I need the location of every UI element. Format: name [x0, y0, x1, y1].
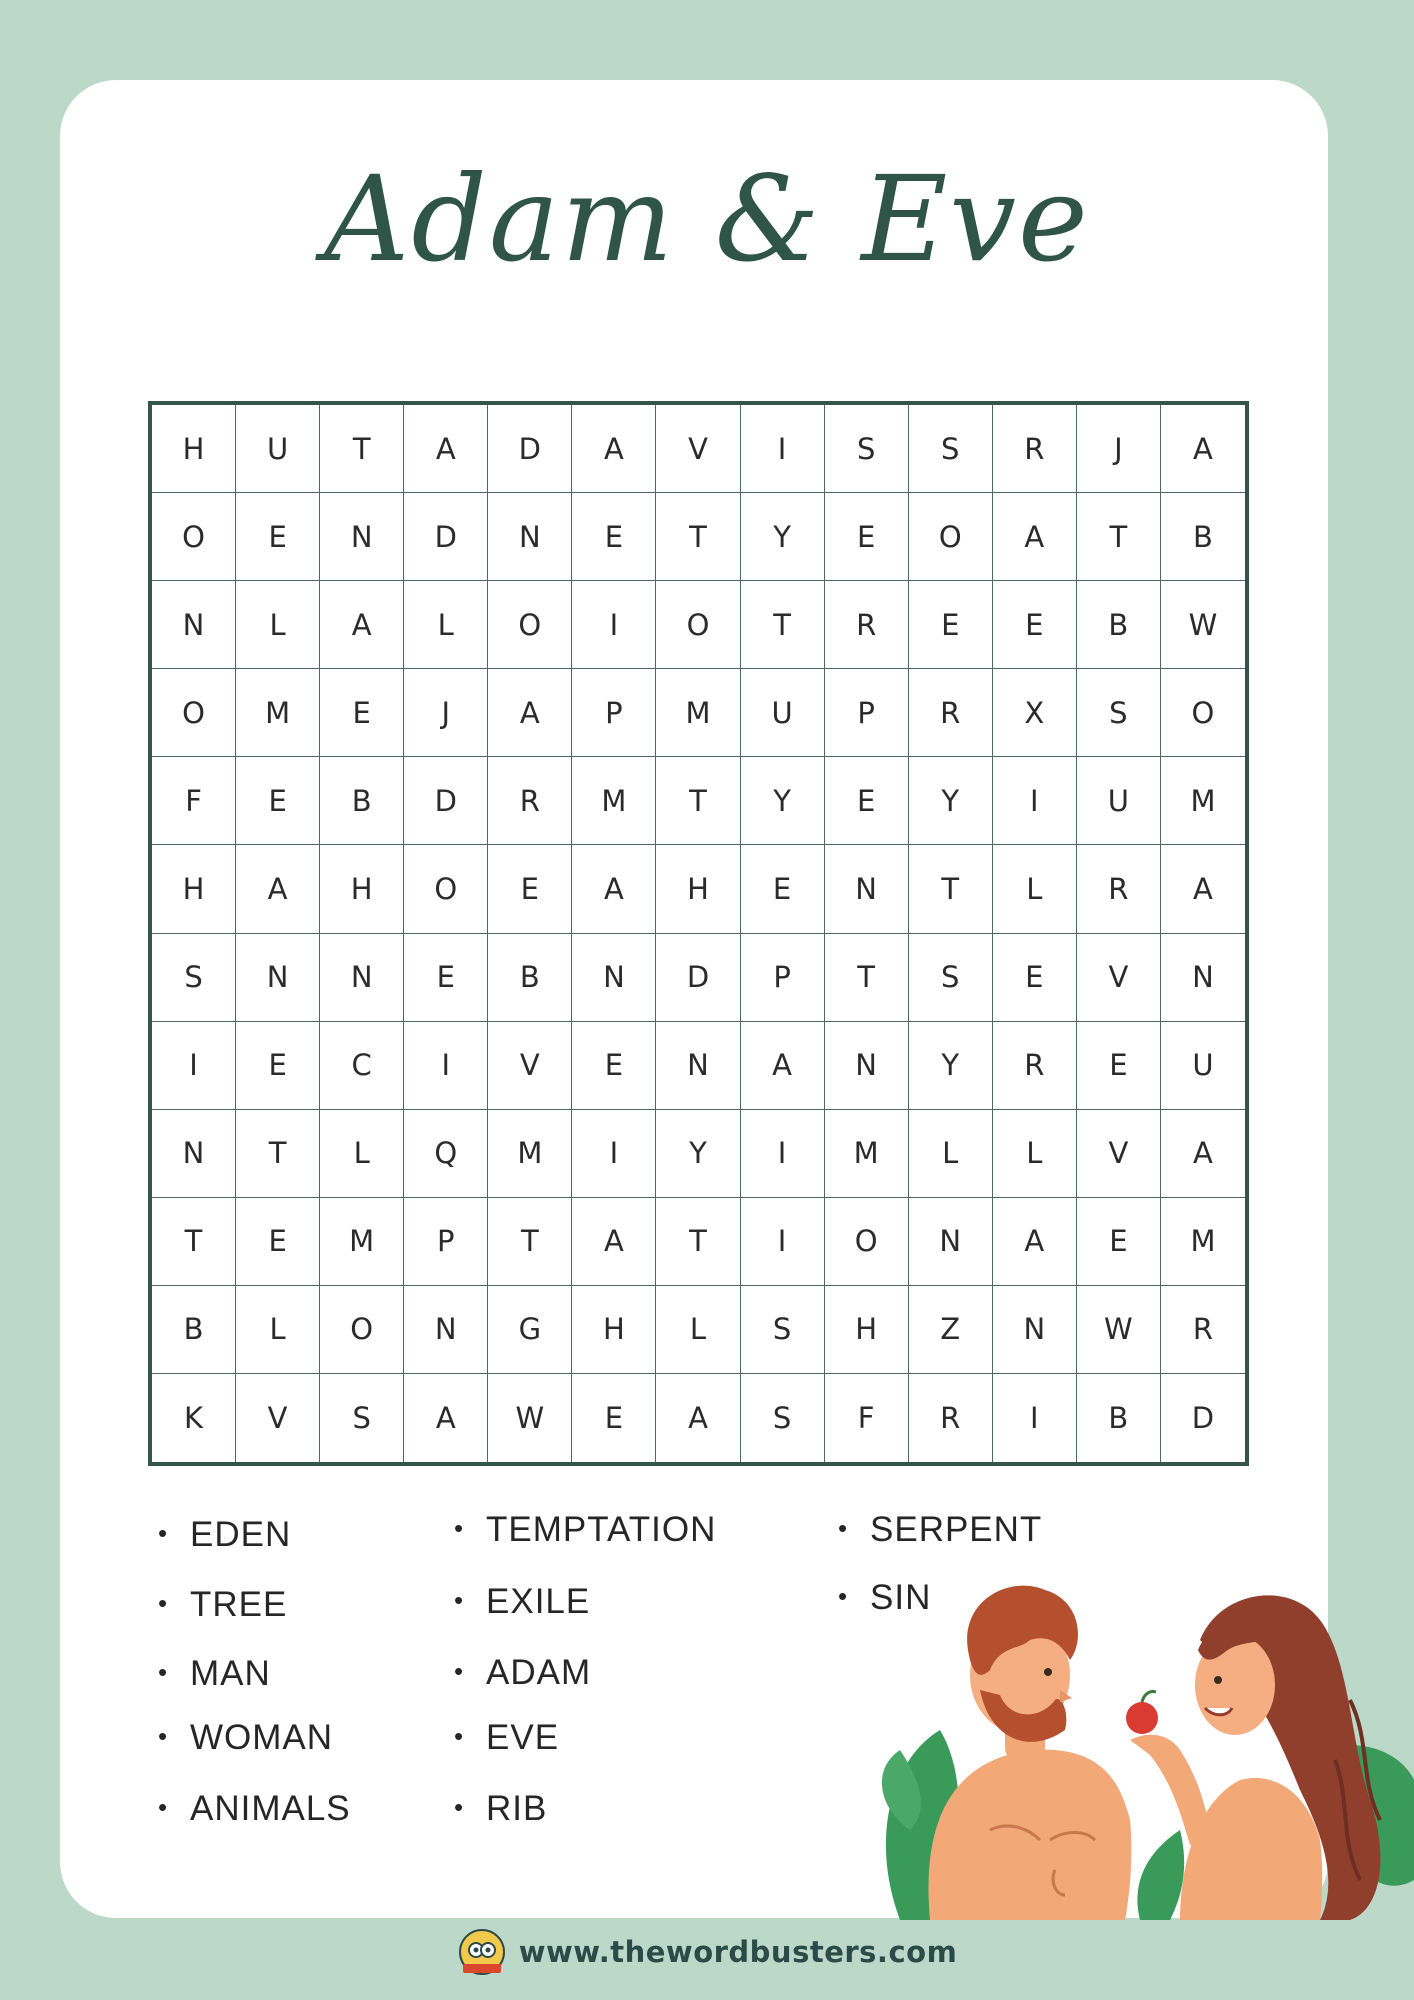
grid-cell: O [152, 669, 236, 757]
grid-cell: R [825, 581, 909, 669]
grid-cell: L [320, 1110, 404, 1198]
grid-cell: E [572, 493, 656, 581]
grid-cell: N [404, 1286, 488, 1374]
grid-cell: V [236, 1374, 320, 1462]
grid-cell: S [320, 1374, 404, 1462]
word-item: • SERPENT [870, 1510, 1042, 1550]
grid-cell: I [404, 1022, 488, 1110]
word-item: • ANIMALS [190, 1789, 351, 1829]
grid-cell: G [488, 1286, 572, 1374]
grid-cell: R [1077, 845, 1161, 933]
word-item: • RIB [486, 1789, 547, 1829]
grid-cell: Y [909, 1022, 993, 1110]
grid-cell: N [825, 1022, 909, 1110]
grid-cell: H [152, 845, 236, 933]
grid-cell: Y [909, 757, 993, 845]
grid-cell: I [572, 1110, 656, 1198]
grid-cell: M [572, 757, 656, 845]
grid-cell: A [1161, 1110, 1245, 1198]
grid-cell: W [488, 1374, 572, 1462]
grid-cell: X [993, 669, 1077, 757]
grid-cell: R [909, 669, 993, 757]
grid-cell: E [909, 581, 993, 669]
grid-cell: T [488, 1198, 572, 1286]
grid-cell: B [1077, 581, 1161, 669]
grid-cell: N [488, 493, 572, 581]
grid-cell: P [825, 669, 909, 757]
word-item: • TREE [190, 1585, 287, 1625]
grid-cell: T [152, 1198, 236, 1286]
word-item: • EDEN [190, 1515, 291, 1555]
grid-cell: N [656, 1022, 740, 1110]
grid-cell: E [320, 669, 404, 757]
grid-cell: E [1077, 1198, 1161, 1286]
word-item: • EXILE [486, 1582, 590, 1622]
grid-cell: O [909, 493, 993, 581]
grid-cell: Z [909, 1286, 993, 1374]
website-url[interactable]: www.thewordbusters.com [518, 1935, 958, 1969]
word-item: • TEMPTATION [486, 1510, 716, 1550]
grid-cell: I [993, 1374, 1077, 1462]
grid-cell: D [404, 493, 488, 581]
grid-cell: T [656, 757, 740, 845]
word-search-grid [148, 401, 1249, 1466]
grid-cell: D [1191, 1400, 1215, 1435]
grid-cell: O [320, 1286, 404, 1374]
grid-cell: T [320, 405, 404, 493]
grid-cell: L [236, 581, 320, 669]
grid-cell: E [1077, 1022, 1161, 1110]
grid-cell: A [404, 1374, 488, 1462]
grid-cell: L [236, 1286, 320, 1374]
grid-cell: N [909, 1198, 993, 1286]
grid-cell: D [656, 934, 740, 1022]
word-item: • MAN [190, 1654, 271, 1694]
grid-cell: I [741, 405, 825, 493]
grid-cell: W [1161, 581, 1245, 669]
grid-cell: A [572, 1198, 656, 1286]
grid-cell: N [236, 934, 320, 1022]
grid-cell: M [236, 669, 320, 757]
adam-and-eve-illustration [880, 1580, 1414, 1920]
grid-cell: H [656, 845, 740, 933]
grid-cell: S [909, 405, 993, 493]
grid-cell: S [909, 934, 993, 1022]
grid-cell: E [825, 757, 909, 845]
grid-cell: E [236, 757, 320, 845]
grid-cell: N [825, 845, 909, 933]
grid-cell: P [404, 1198, 488, 1286]
grid-cell: O [488, 581, 572, 669]
grid-cell: V [656, 405, 740, 493]
grid-cell: D [488, 405, 572, 493]
grid-cell: I [993, 757, 1077, 845]
grid-cell: R [488, 757, 572, 845]
grid-cell: O [1161, 669, 1245, 757]
grid-cell: E [404, 934, 488, 1022]
grid-cell: S [152, 934, 236, 1022]
grid-cell: A [1161, 405, 1245, 493]
grid-cell: E [488, 845, 572, 933]
grid-cell: D [404, 757, 488, 845]
grid-cell: E [741, 845, 825, 933]
grid-cell: E [993, 581, 1077, 669]
grid-cell: T [1077, 493, 1161, 581]
word-item: • WOMAN [190, 1718, 333, 1758]
wordbusters-logo [457, 1926, 507, 1978]
grid-cell: P [741, 934, 825, 1022]
grid-cell: N [152, 1110, 236, 1198]
grid-cell: B [152, 1286, 236, 1374]
grid-cell: B [1161, 493, 1245, 581]
grid-cell: A [236, 845, 320, 933]
grid-cell: Y [741, 493, 825, 581]
grid-cell: T [909, 845, 993, 933]
grid-cell: J [1077, 405, 1161, 493]
grid-cell: R [993, 1022, 1077, 1110]
grid-cell: U [1077, 757, 1161, 845]
grid-cell: L [993, 845, 1077, 933]
grid-cell: U [236, 405, 320, 493]
grid-cell: M [1161, 757, 1245, 845]
page-title: Adam & Eve [324, 150, 1090, 288]
grid-cell: A [993, 1198, 1077, 1286]
grid-cell: A [404, 405, 488, 493]
grid-cell: M [825, 1110, 909, 1198]
grid-cell: E [993, 934, 1077, 1022]
grid-cell: Y [741, 757, 825, 845]
grid-cell: H [572, 1286, 656, 1374]
grid-cell: E [236, 1198, 320, 1286]
grid-cell: Q [404, 1110, 488, 1198]
grid-cell: R [1161, 1286, 1245, 1374]
grid-cell: I [741, 1198, 825, 1286]
grid-cell: V [488, 1022, 572, 1110]
grid-cell: A [741, 1022, 825, 1110]
grid-cell: K [152, 1374, 236, 1462]
grid-cell: O [404, 845, 488, 933]
grid-cell: B [488, 934, 572, 1022]
grid-cell: N [152, 581, 236, 669]
grid-cell: L [404, 581, 488, 669]
grid-cell: M [320, 1198, 404, 1286]
grid-cell: M [656, 669, 740, 757]
grid-cell: P [572, 669, 656, 757]
grid-cell: J [404, 669, 488, 757]
grid-cell: Y [656, 1110, 740, 1198]
grid-cell: E [572, 1374, 656, 1462]
grid-cell: I [572, 581, 656, 669]
grid-cell: E [236, 1022, 320, 1110]
grid-cell: L [909, 1110, 993, 1198]
grid-cell: B [320, 757, 404, 845]
grid-cell: H [152, 405, 236, 493]
grid-cell: F [152, 757, 236, 845]
grid-cell: H [825, 1286, 909, 1374]
grid-cell: I [152, 1022, 236, 1110]
grid-cell: N [1161, 934, 1245, 1022]
grid-cell: O [152, 493, 236, 581]
grid-cell: T [236, 1110, 320, 1198]
grid-cell: M [488, 1110, 572, 1198]
grid-cell: E [572, 1022, 656, 1110]
grid-cell: A [572, 845, 656, 933]
grid-cell: O [656, 581, 740, 669]
grid-cell: E [825, 493, 909, 581]
grid-cell: S [741, 1374, 825, 1462]
grid-cell: W [1077, 1286, 1161, 1374]
grid-cell: V [1077, 934, 1161, 1022]
grid-cell: A [572, 405, 656, 493]
grid-cell: H [320, 845, 404, 933]
grid-cell: M [1161, 1198, 1245, 1286]
grid-cell: B [1077, 1374, 1161, 1462]
grid-cell: S [1077, 669, 1161, 757]
grid-cell: U [1161, 1022, 1245, 1110]
grid-cell: A [656, 1374, 740, 1462]
grid-cell: T [656, 493, 740, 581]
grid-cell: I [741, 1110, 825, 1198]
grid-cell: C [320, 1022, 404, 1110]
grid-cell: A [993, 493, 1077, 581]
grid-cell: U [741, 669, 825, 757]
grid-cell: V [1077, 1110, 1161, 1198]
grid-cell: N [320, 934, 404, 1022]
word-item: • ADAM [486, 1653, 591, 1693]
word-item: • SIN [870, 1578, 931, 1618]
grid-cell: S [741, 1286, 825, 1374]
grid-cell: T [825, 934, 909, 1022]
grid-cell: N [572, 934, 656, 1022]
footer [0, 1926, 1414, 1978]
grid-cell: T [741, 581, 825, 669]
grid-cell: R [909, 1374, 993, 1462]
word-item: • EVE [486, 1718, 559, 1758]
grid-cell: L [993, 1110, 1077, 1198]
grid-cell: A [320, 581, 404, 669]
grid-cell: S [825, 405, 909, 493]
grid-cell: L [656, 1286, 740, 1374]
grid-cell: A [488, 669, 572, 757]
grid-cell: A [1161, 845, 1245, 933]
grid-cell: R [993, 405, 1077, 493]
grid-cell: N [993, 1286, 1077, 1374]
grid-cell: F [825, 1374, 909, 1462]
grid-cell: N [320, 493, 404, 581]
grid-cell: O [825, 1198, 909, 1286]
grid-cell: T [656, 1198, 740, 1286]
grid-cell: E [236, 493, 320, 581]
